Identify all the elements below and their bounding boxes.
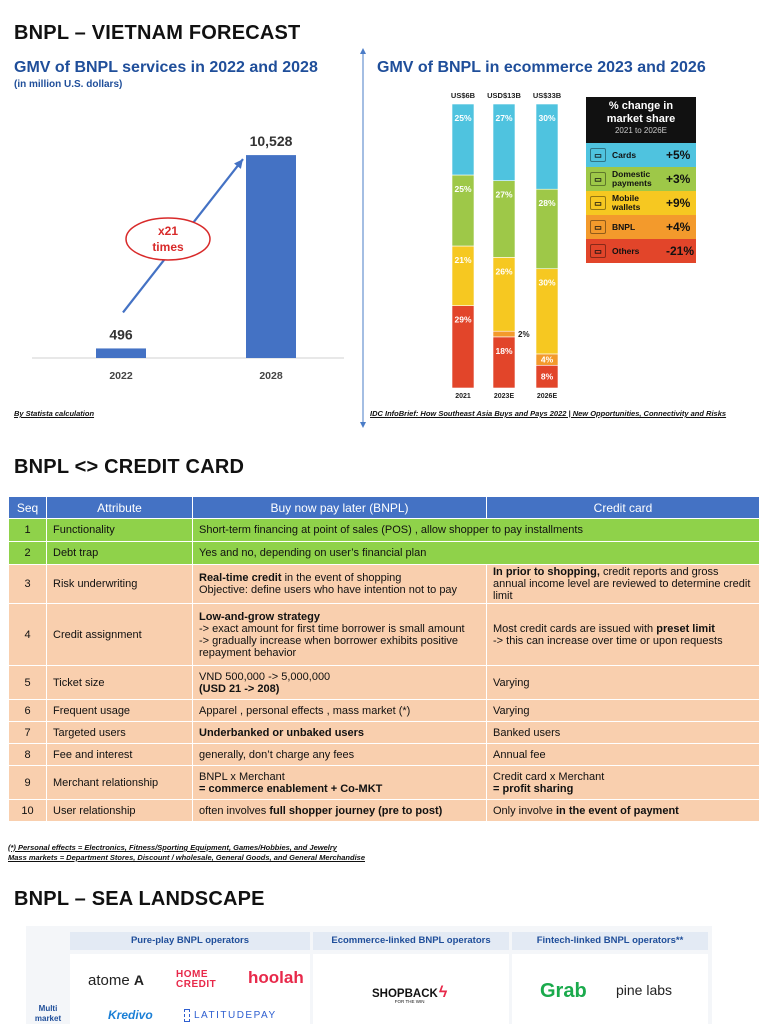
table-row bbox=[9, 604, 760, 666]
row-attribute: Targeted users bbox=[47, 722, 193, 744]
cc-bold: in the event of payment bbox=[555, 804, 679, 817]
atome-logo: atome A bbox=[88, 972, 144, 989]
row-attribute: User relationship bbox=[47, 800, 193, 822]
total-label: USD$13B bbox=[487, 91, 521, 100]
left-chart-source: By Statista calculation bbox=[14, 409, 95, 418]
segment-label: 28% bbox=[538, 198, 556, 209]
row-cc-value: Varying bbox=[487, 700, 760, 722]
segment-label: 8% bbox=[540, 371, 554, 382]
row-seq: 8 bbox=[9, 744, 47, 766]
row-attribute: Frequent usage bbox=[47, 700, 193, 722]
latitudepay-text: LATITUDEPAY bbox=[194, 1010, 277, 1021]
cc-bold: preset limit bbox=[656, 622, 715, 635]
comparison-table bbox=[8, 496, 760, 822]
bnpl-bold: (USD 21 -> 208) bbox=[199, 682, 280, 695]
hoolah-logo: hoolah bbox=[248, 968, 304, 987]
home-credit-line1: HOME bbox=[176, 969, 208, 980]
row-cc-value: Varying bbox=[487, 666, 760, 700]
bnpl-text: VND 500,000 -> 5,000,000 bbox=[199, 670, 331, 683]
row-cc-value bbox=[487, 800, 760, 822]
row-label-line1: Multi bbox=[38, 1004, 58, 1013]
row-bnpl-value bbox=[193, 800, 487, 822]
home-credit-logo bbox=[176, 970, 216, 990]
legend-item bbox=[586, 143, 696, 167]
shopback-logo: SHOPBACKϟ FOR THE WIN bbox=[372, 984, 448, 1004]
stack-segment bbox=[493, 331, 515, 337]
x-tick-label: 2021 bbox=[455, 393, 471, 400]
x-tick-label: 2023E bbox=[493, 393, 515, 400]
bnpl-bold: Underbanked or unbaked users bbox=[199, 726, 365, 739]
cc-text: -> this can increase over time or upon requests bbox=[493, 634, 723, 647]
segment-label: 25% bbox=[454, 184, 472, 194]
payment-method-icon: ▭ bbox=[590, 172, 606, 186]
latitudepay-logo bbox=[184, 1010, 277, 1021]
row-label-multi-market bbox=[28, 1004, 68, 1024]
segment-label: 26% bbox=[495, 266, 513, 277]
col-fintech: Fintech-linked BNPL operators** bbox=[512, 932, 708, 950]
legend-item-label: Others bbox=[612, 245, 640, 256]
home-credit-line2: CREDIT bbox=[176, 979, 217, 990]
payment-method-icon: ▭ bbox=[590, 220, 606, 234]
value-label: 496 bbox=[109, 326, 133, 343]
row-attribute: Debt trap bbox=[47, 542, 193, 565]
row-attribute: Risk underwriting bbox=[47, 565, 193, 604]
legend-item bbox=[586, 215, 696, 239]
row-seq: 10 bbox=[9, 800, 47, 822]
table-header-row bbox=[9, 497, 760, 519]
right-chart-title: GMV of BNPL in ecommerce 2023 and 2026 bbox=[377, 59, 706, 76]
legend-item-change: +9% bbox=[666, 196, 691, 210]
growth-badge-line1: x21 bbox=[157, 224, 179, 238]
segment-label: 2% bbox=[518, 330, 530, 340]
row-label-line2: market bbox=[34, 1014, 62, 1023]
row-bnpl-value bbox=[193, 604, 487, 666]
stack-segment bbox=[493, 337, 515, 388]
segment-label: 25% bbox=[454, 113, 472, 123]
cc-bold: In prior to shopping, bbox=[493, 566, 600, 578]
right-chart-source: IDC InfoBrief: How Southeast Asia Buys and Pays 2022 | New Opportunities, Connectivity and Risks bbox=[370, 409, 727, 418]
legend-subtitle: 2021 to 2026E bbox=[614, 126, 668, 135]
table-row bbox=[9, 722, 760, 744]
col-ecommerce: Ecommerce-linked BNPL operators bbox=[313, 932, 509, 950]
table-row bbox=[9, 766, 760, 800]
bnpl-text: often involves bbox=[199, 804, 270, 817]
bnpl-text: -> exact amount for first time borrower is small amount bbox=[199, 622, 465, 635]
legend-item-change: -21% bbox=[666, 244, 695, 258]
row-bnpl-value: Apparel , personal effects , mass market (*) bbox=[193, 700, 487, 722]
row-attribute: Fee and interest bbox=[47, 744, 193, 766]
grab-logo: Grab bbox=[540, 980, 587, 1002]
segment-label: 27% bbox=[495, 113, 513, 123]
row-seq: 5 bbox=[9, 666, 47, 700]
section-title-landscape: BNPL – SEA LANDSCAPE bbox=[14, 888, 265, 910]
bnpl-bold: Real-time credit bbox=[199, 572, 282, 584]
legend-item-change: +4% bbox=[666, 220, 691, 234]
left-chart-units: (in million U.S. dollars) bbox=[14, 79, 123, 90]
legend-item-label: Cards bbox=[612, 149, 637, 160]
market-share-legend bbox=[586, 97, 696, 263]
row-seq: 6 bbox=[9, 700, 47, 722]
header-credit-card: Credit card bbox=[487, 497, 760, 519]
segment-label: 30% bbox=[538, 113, 556, 123]
bnpl-text: in the event of shopping bbox=[281, 572, 402, 584]
row-cc-value bbox=[487, 604, 760, 666]
row-attribute: Ticket size bbox=[47, 666, 193, 700]
row-merged-value: Yes and no, depending on user’s financial plan bbox=[193, 542, 760, 565]
pinelabs-logo: pine labs bbox=[616, 982, 673, 998]
header-attribute: Attribute bbox=[47, 497, 193, 519]
legend-item bbox=[586, 167, 696, 191]
table-row bbox=[9, 744, 760, 766]
cc-text: credit reports and gross annual income level are reviewed to determine credit limit bbox=[493, 566, 751, 602]
row-attribute: Merchant relationship bbox=[47, 766, 193, 800]
row-bnpl-value bbox=[193, 766, 487, 800]
footnote-personal-effects: (*) Personal effects = Electronics, Fitness/Sporting Equipment, Games/Hobbies, and Jewelry bbox=[8, 843, 337, 852]
table-row bbox=[9, 565, 760, 604]
table-row bbox=[9, 666, 760, 700]
total-label: US$33B bbox=[532, 91, 562, 100]
bnpl-text: -> gradually increase when borrower exhibits positive repayment behavior bbox=[199, 634, 458, 659]
stacked-bar-chart bbox=[440, 86, 590, 402]
bnpl-bold: Low-and-grow strategy bbox=[199, 610, 321, 623]
header-bnpl: Buy now pay later (BNPL) bbox=[193, 497, 487, 519]
shopback-tagline: FOR THE WIN bbox=[394, 999, 425, 1004]
header-seq: Seq bbox=[9, 497, 47, 519]
bnpl-bold: = commerce enablement + Co-MKT bbox=[199, 782, 383, 795]
left-bar-chart bbox=[14, 100, 354, 400]
col-pure-play: Pure-play BNPL operators bbox=[70, 932, 310, 950]
row-attribute: Functionality bbox=[47, 519, 193, 542]
row-cc-value: Annual fee bbox=[487, 744, 760, 766]
legend-item bbox=[586, 191, 696, 215]
x-tick-label: 2028 bbox=[259, 370, 283, 382]
row-cc-value bbox=[487, 766, 760, 800]
bnpl-text: Objective: define users who have intention not to pay bbox=[199, 584, 458, 596]
segment-label: 18% bbox=[495, 345, 513, 356]
row-cc-value bbox=[487, 565, 760, 604]
section-title-forecast: BNPL – VIETNAM FORECAST bbox=[14, 22, 301, 44]
legend-item-change: +3% bbox=[666, 172, 691, 186]
row-seq: 2 bbox=[9, 542, 47, 565]
vertical-divider bbox=[358, 48, 368, 428]
row-bnpl-value bbox=[193, 722, 487, 744]
value-label: 10,528 bbox=[249, 133, 293, 150]
legend-item-change: +5% bbox=[666, 148, 691, 162]
bnpl-bold: full shopper journey (pre to post) bbox=[269, 804, 443, 817]
shopback-text: SHOPBACK bbox=[372, 988, 438, 1000]
cc-text: Only involve bbox=[493, 804, 556, 817]
bar-2022 bbox=[96, 348, 146, 358]
payment-method-icon: ▭ bbox=[590, 196, 606, 210]
payment-method-icon: ▭ bbox=[590, 244, 606, 258]
table-row bbox=[9, 542, 760, 565]
row-cc-value: Banked users bbox=[487, 722, 760, 744]
row-seq: 1 bbox=[9, 519, 47, 542]
legend-title-line2: market share bbox=[606, 113, 676, 125]
cc-text: Most credit cards are issued with bbox=[493, 622, 657, 635]
segment-label: 21% bbox=[454, 255, 472, 265]
legend-item-label: Domestic payments bbox=[612, 169, 652, 188]
total-label: US$6B bbox=[450, 91, 476, 100]
row-bnpl-value: generally, don’t charge any fees bbox=[193, 744, 487, 766]
row-seq: 3 bbox=[9, 565, 47, 604]
x-tick-label: 2026E bbox=[536, 393, 558, 400]
landscape-panel bbox=[26, 926, 712, 1024]
bnpl-text: BNPL x Merchant bbox=[199, 770, 285, 783]
bar-2028 bbox=[246, 155, 296, 358]
row-seq: 9 bbox=[9, 766, 47, 800]
growth-badge-line2: times bbox=[152, 240, 184, 254]
table-row bbox=[9, 519, 760, 542]
segment-label: 30% bbox=[538, 277, 556, 288]
row-bnpl-value bbox=[193, 565, 487, 604]
x-tick-label: 2022 bbox=[109, 370, 133, 382]
row-bnpl-value bbox=[193, 666, 487, 700]
segment-label: 27% bbox=[495, 189, 513, 200]
row-seq: 4 bbox=[9, 604, 47, 666]
table-row bbox=[9, 700, 760, 722]
legend-header bbox=[586, 97, 696, 143]
payment-method-icon: ▭ bbox=[590, 148, 606, 162]
cc-bold: = profit sharing bbox=[493, 782, 574, 795]
row-merged-value: Short-term financing at point of sales (POS) , allow shopper to pay installments bbox=[193, 519, 760, 542]
cc-text: Credit card x Merchant bbox=[493, 770, 605, 783]
kredivo-logo: Kredivo bbox=[108, 1008, 153, 1022]
left-chart-title: GMV of BNPL services in 2022 and 2028 bbox=[14, 59, 318, 76]
footnote-mass-markets: Mass markets = Department Stores, Discount / wholesale, General Goods, and General Merchandise bbox=[8, 853, 365, 862]
legend-item bbox=[586, 239, 696, 263]
row-attribute: Credit assignment bbox=[47, 604, 193, 666]
segment-label: 29% bbox=[454, 314, 472, 325]
row-seq: 7 bbox=[9, 722, 47, 744]
segment-label: 4% bbox=[540, 354, 554, 365]
table-row bbox=[9, 800, 760, 822]
legend-title-line1: % change in bbox=[608, 100, 674, 112]
legend-item-label: Mobile wallets bbox=[612, 193, 641, 212]
legend-item-label: BNPL bbox=[612, 221, 636, 232]
section-title-compare: BNPL <> CREDIT CARD bbox=[14, 456, 245, 478]
